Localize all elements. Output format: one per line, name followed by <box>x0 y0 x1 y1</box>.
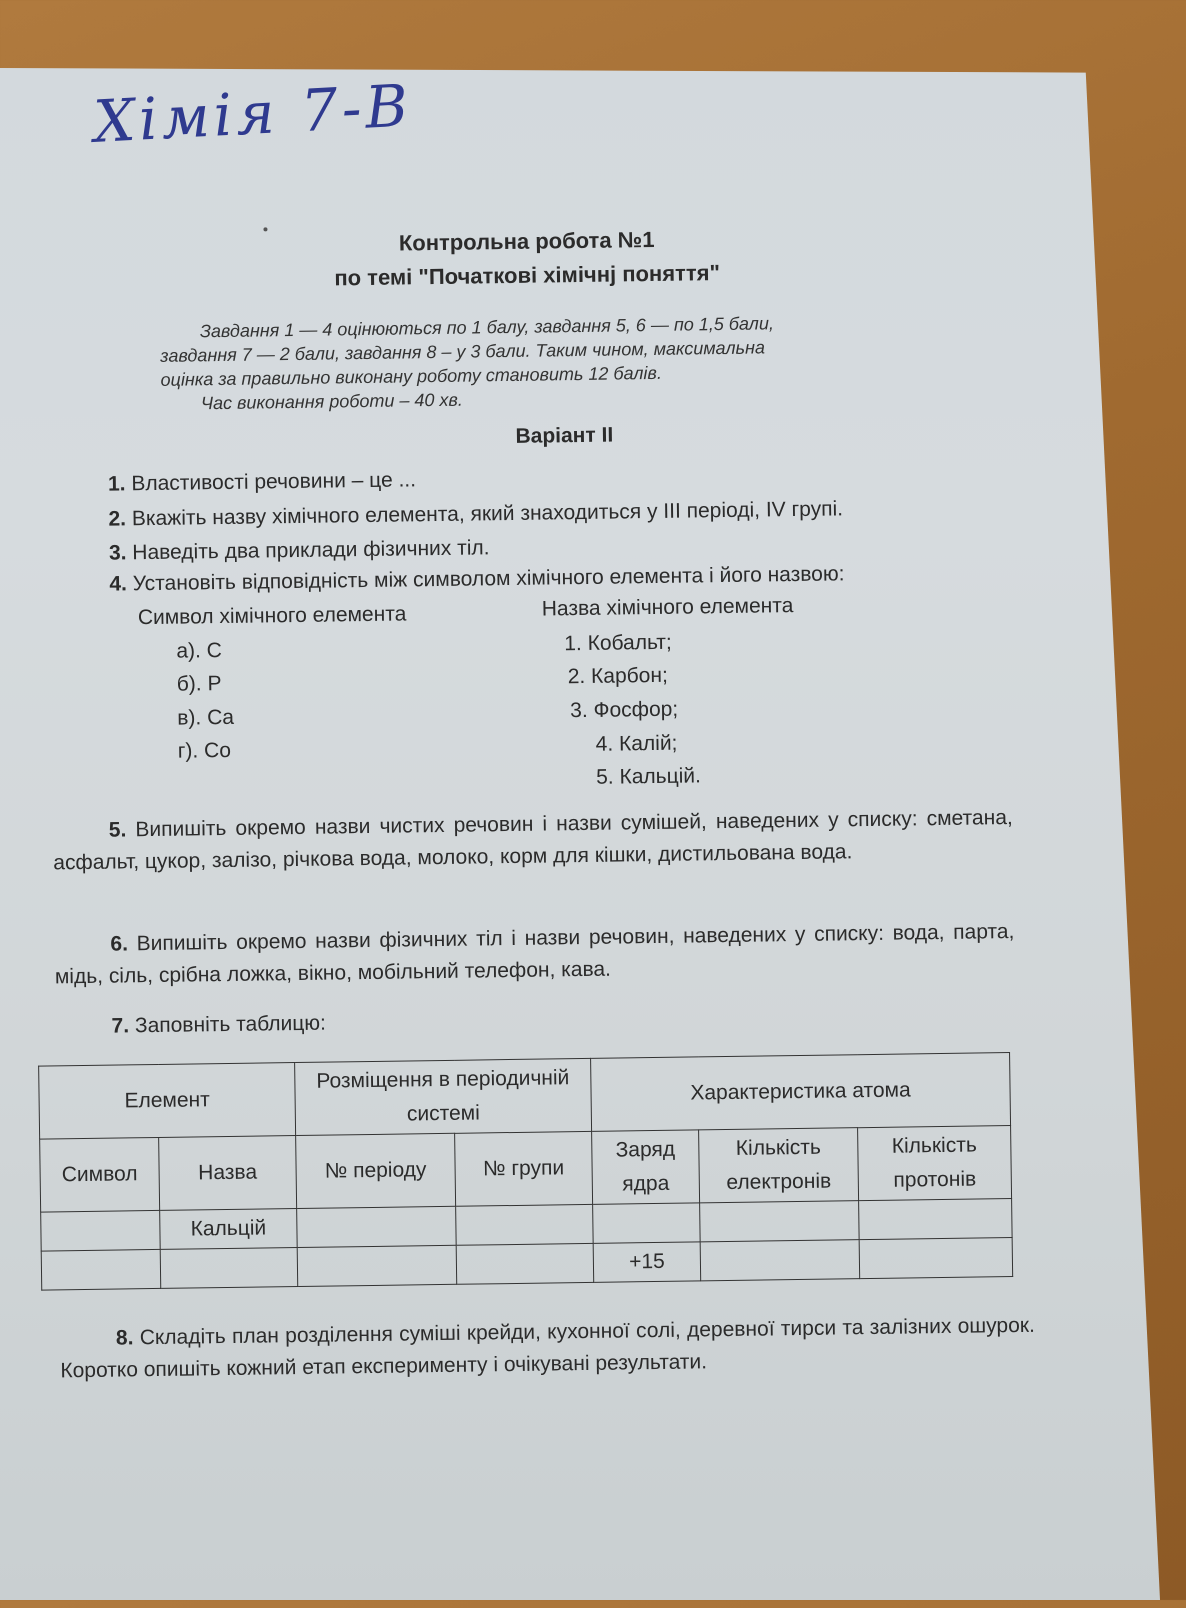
q4-left-option: а). C <box>176 639 223 663</box>
q4-right-header: Назва хімічного елемента <box>541 594 794 621</box>
question-7 <box>55 998 1015 1043</box>
instructions-line: завдання 7 — 2 бали, завдання 8 – у 3 бали. Таким чином, максимальна <box>160 337 766 366</box>
question-text: Вкажіть назву хімічного елемента, який знаходиться у III періоді, IV групі. <box>131 497 844 531</box>
question-text: Властивості речовини – це ... <box>131 468 417 496</box>
question-number: 3. <box>108 541 127 565</box>
instructions-line: Час виконання роботи – 40 хв. <box>200 389 463 414</box>
table-group-atom: Характеристика атома <box>591 1053 1011 1132</box>
table-cell[interactable] <box>456 1243 594 1284</box>
question-number: 4. <box>109 572 128 596</box>
question-1 <box>108 468 416 496</box>
table-header-cell: Заряд ядра <box>592 1130 700 1204</box>
question-number: 2. <box>108 507 127 531</box>
table-group-position: Розміщення в періодичній системі <box>295 1058 592 1135</box>
table-header-cell: Назва <box>159 1136 297 1211</box>
q4-right-option: 1. Кобальт; <box>564 630 672 656</box>
title-line-1: Контрольна робота №1 <box>398 226 655 256</box>
question-3 <box>109 536 490 565</box>
question-text: Випишіть окремо назви фізичних тіл і назви речовин, наведених у списку: вода, парта, мідь, сіль, срібна ложка, вікно, мобільний телефон, кава. <box>54 919 1015 989</box>
table-cell[interactable] <box>859 1199 1013 1240</box>
table-cell[interactable] <box>593 1203 701 1243</box>
table-column-header <box>40 1126 1012 1213</box>
table-cell[interactable] <box>297 1206 457 1247</box>
table-cell[interactable] <box>700 1201 860 1242</box>
table-cell[interactable] <box>700 1240 860 1281</box>
table-cell[interactable] <box>160 1248 298 1289</box>
table-cell[interactable]: +15 <box>593 1242 701 1282</box>
question-number: 8. <box>115 1326 134 1350</box>
q4-right-option: 4. Калій; <box>595 731 678 756</box>
question-text: Установіть відповідність між символом хімічного елемента і його назвою: <box>132 562 845 596</box>
question-text: Випишіть окремо назви чистих речовин і назви сумішей, наведених у списку: сметана, асфальт, цукор, залізо, річкова вода, молоко, корм для кішки, дистильована вода. <box>53 805 1013 875</box>
variant-heading: Варіант II <box>515 423 614 448</box>
table-cell[interactable]: Кальцій <box>160 1209 298 1250</box>
q4-right-option: 2. Карбон; <box>567 663 668 689</box>
table-header-cell: Символ <box>40 1137 160 1212</box>
q4-left-option: в). Ca <box>177 705 235 730</box>
question-number: 5. <box>108 818 127 842</box>
table-header-cell: Кількість електронів <box>699 1128 859 1203</box>
question-4 <box>109 562 844 596</box>
table-cell[interactable] <box>859 1238 1013 1279</box>
title-line-2: по темі "Початкові хімічнј поняття" <box>334 260 721 291</box>
element-table <box>38 1052 1013 1291</box>
question-number: 1. <box>107 472 126 496</box>
table-group-element: Елемент <box>39 1063 296 1140</box>
table-header-cell: № періоду <box>296 1133 456 1208</box>
question-6 <box>54 916 1015 993</box>
table-header-cell: № групи <box>455 1131 593 1206</box>
q4-right-option: 5. Кальцій. <box>595 764 702 789</box>
question-5 <box>53 802 1014 879</box>
q4-left-header: Символ хімічного елемента <box>137 602 407 630</box>
table-cell[interactable] <box>456 1204 594 1245</box>
q4-right-option: 3. Фосфор; <box>570 697 679 723</box>
question-2 <box>108 497 843 531</box>
instructions <box>160 309 921 416</box>
handwritten-header: Хімія 7-В <box>92 71 414 156</box>
q4-left-option: г). Co <box>177 738 232 763</box>
ink-dot <box>263 227 267 231</box>
table-cell[interactable] <box>41 1249 161 1290</box>
instructions-line: Завдання 1 — 4 оцінюються по 1 балу, завдання 5, 6 — по 1,5 бали, <box>199 313 775 342</box>
question-number: 7. <box>111 1014 130 1038</box>
instructions-line: оцінка за правильно виконану роботу становить 12 балів. <box>160 362 663 390</box>
table-group-header <box>39 1053 1011 1140</box>
question-8 <box>60 1310 1036 1388</box>
question-text: Наведіть два приклади фізичних тіл. <box>132 536 490 565</box>
question-text: Заповніть таблицю: <box>134 1011 327 1038</box>
table-cell[interactable] <box>41 1210 161 1251</box>
question-number: 6. <box>110 932 129 956</box>
table-header-cell: Кількість протонів <box>858 1126 1012 1201</box>
table-cell[interactable] <box>297 1245 457 1286</box>
question-text: Складіть план розділення суміші крейди, кухонної солі, деревної тирси та залізних ошурок. Коротко опишіть кожний етап експерименту і очікувані результати. <box>60 1313 1036 1383</box>
q4-left-option: б). P <box>176 672 222 696</box>
